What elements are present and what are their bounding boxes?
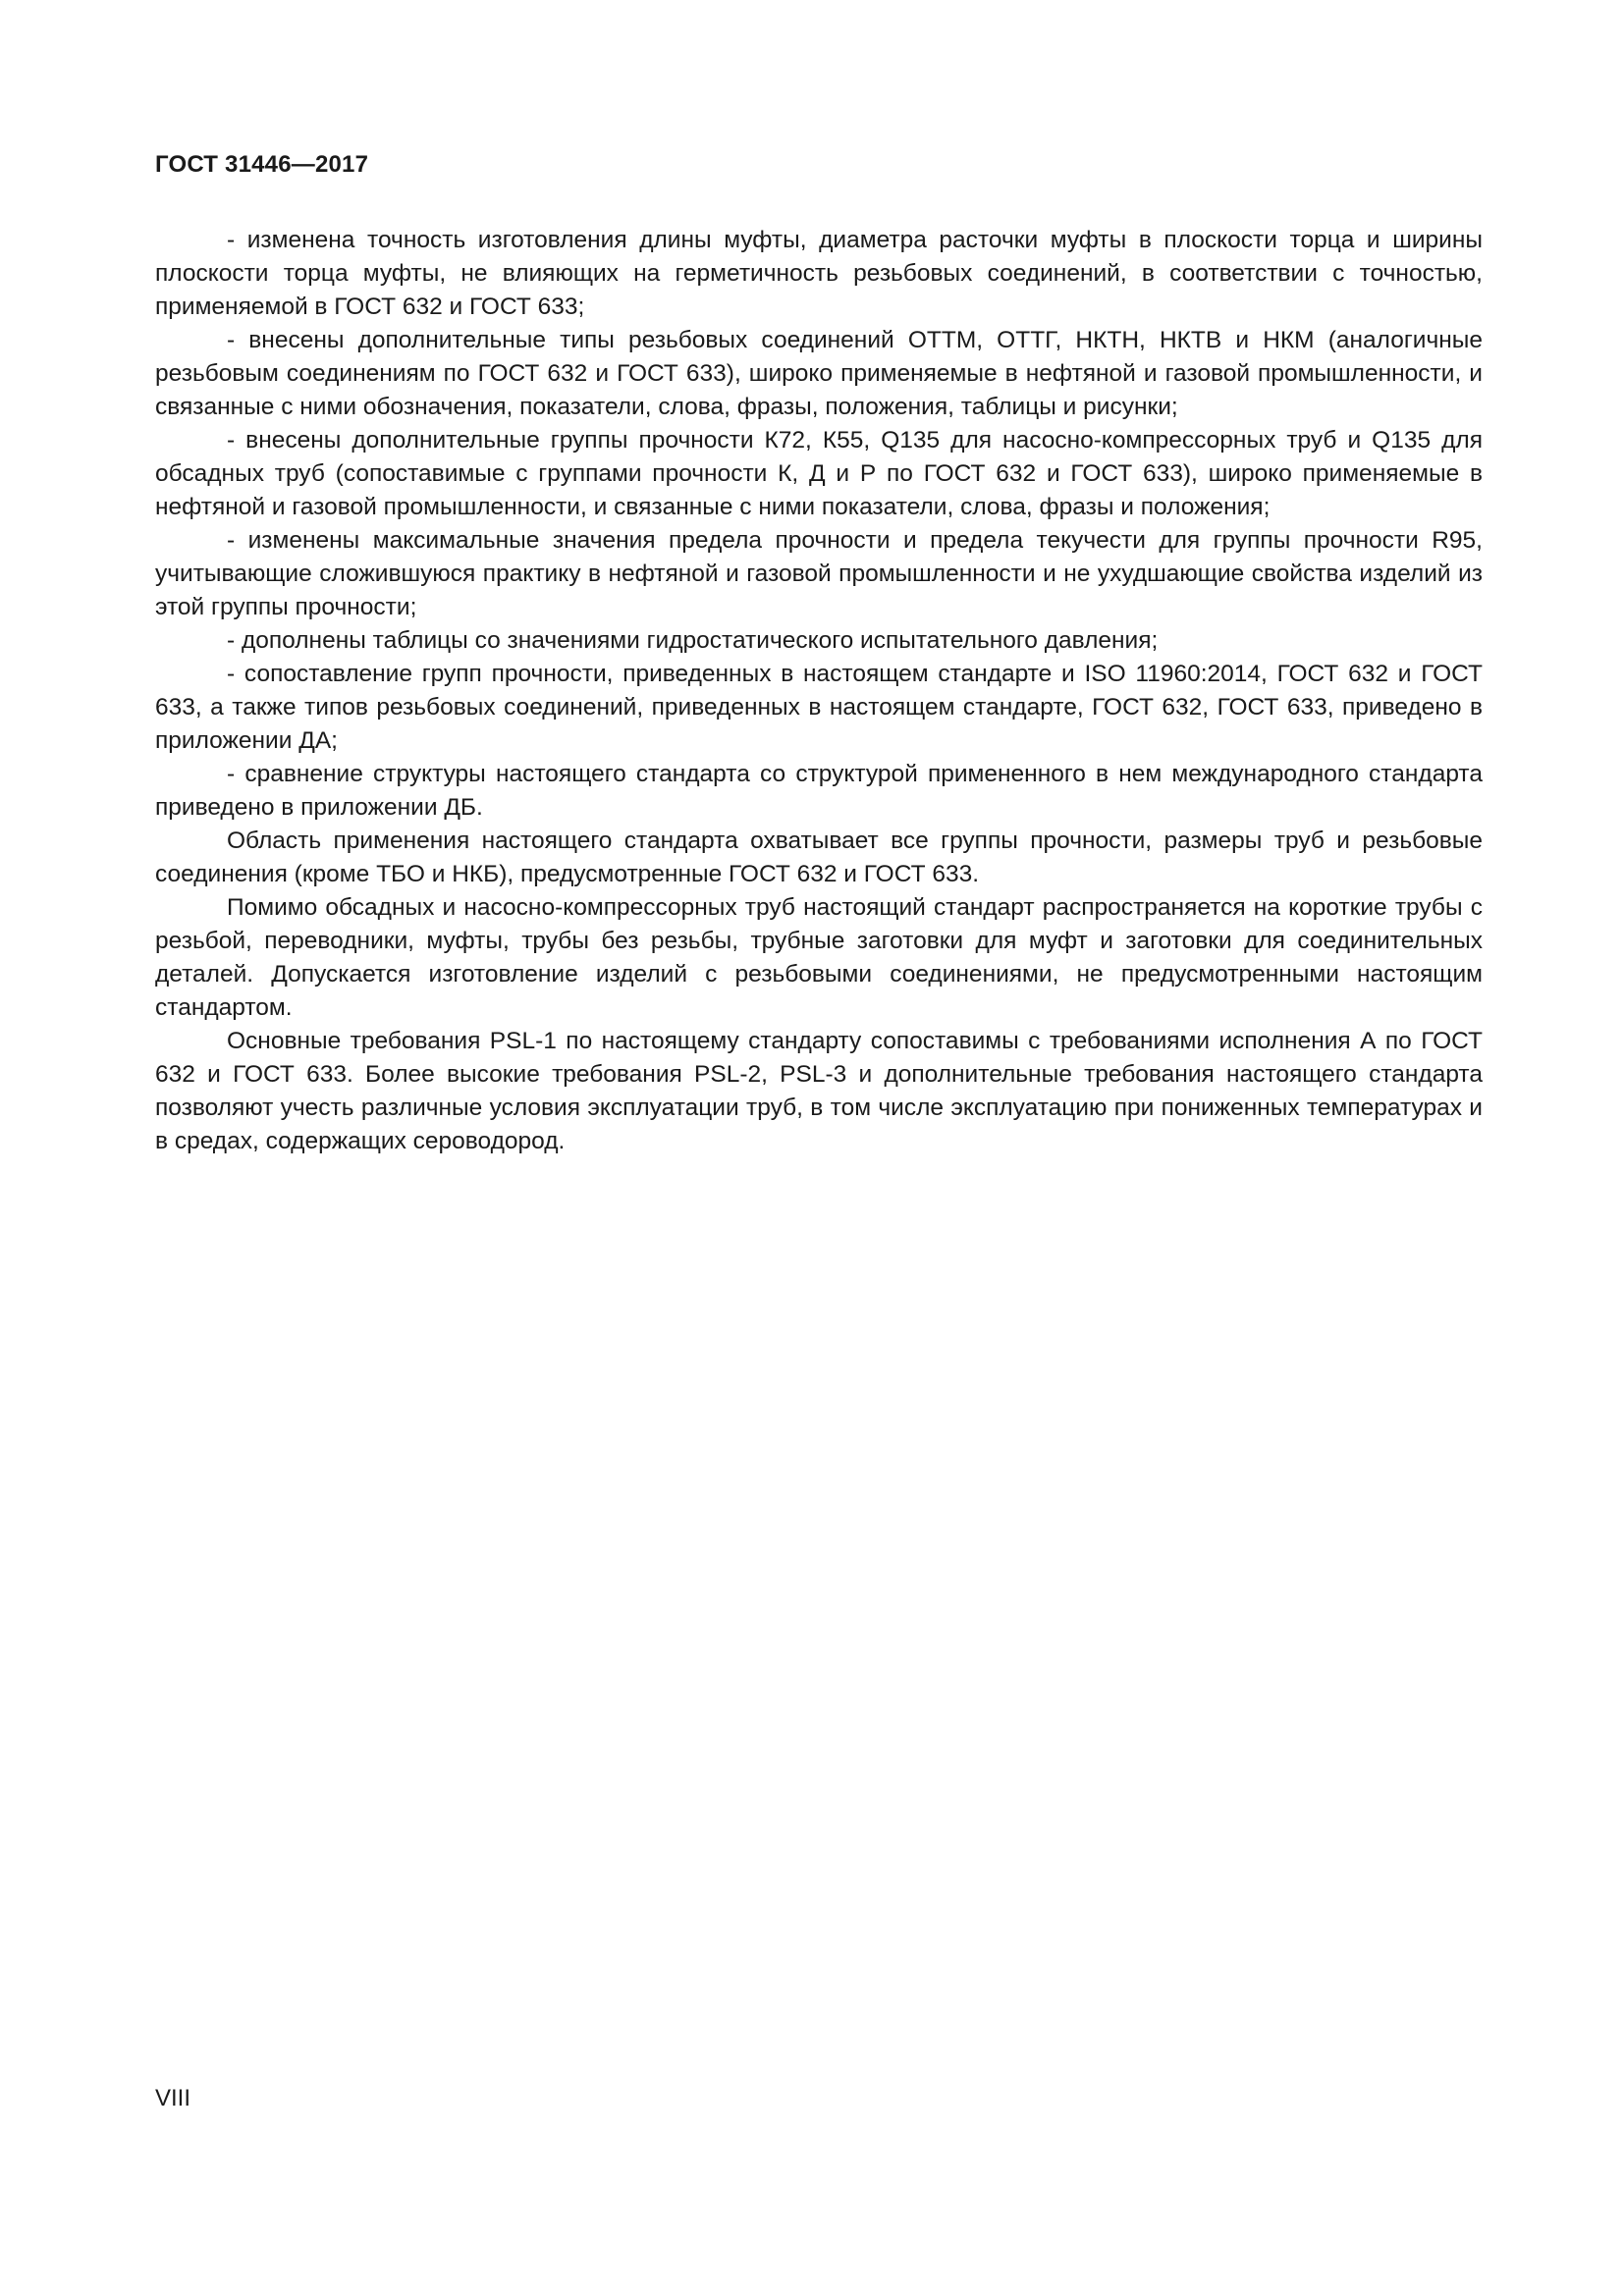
document-body (155, 224, 1483, 1158)
paragraph: Основные требования PSL-1 по настоящему стандарту сопоставимы с требованиями исполнения А по ГОСТ 632 и ГОСТ 633. Более высокие требования PSL-2, PSL-3 и дополнительные требования настоящего стандарта позволяют учесть различные условия эксплуатации труб, в том числе эксплуатацию при пониженных температурах и в средах, содержащих сероводород. (155, 1028, 1483, 1154)
page-number: VIII (155, 2085, 191, 2111)
paragraph: - изменены максимальные значения предела прочности и предела текучести для группы прочности R95, учитывающие сложившуюся практику в нефтяной и газовой промышленности и не ухудшающие свойства изделий из этой группы прочности; (155, 527, 1483, 620)
paragraph: - внесены дополнительные типы резьбовых соединений ОТТМ, ОТТГ, НКТН, НКТВ и НКМ (аналогичные резьбовым соединениям по ГОСТ 632 и ГОСТ 633), широко применяемые в нефтяной и газовой промышленности, и связанные с ними обозначения, показатели, слова, фразы, положения, таблицы и рисунки; (155, 327, 1483, 420)
paragraph: - дополнены таблицы со значениями гидростатического испытательного давления; (227, 627, 1159, 654)
paragraph: Помимо обсадных и насосно-компрессорных труб настоящий стандарт распространяется на короткие трубы с резьбой, переводники, муфты, трубы без резьбы, трубные заготовки для муфт и заготовки для соединительных деталей. Допускается изготовление изделий с резьбовыми соединениями, не предусмотренными настоящим стандартом. (155, 894, 1483, 1021)
paragraph: - внесены дополнительные группы прочности К72, К55, Q135 для насосно-компрессорных труб и Q135 для обсадных труб (сопоставимые с группами прочности К, Д и Р по ГОСТ 632 и ГОСТ 633), широко применяемые в нефтяной и газовой промышленности, и связанные с ними показатели, слова, фразы и положения; (155, 427, 1483, 520)
paragraph: - сравнение структуры настоящего стандарта со структурой примененного в нем международного стандарта приведено в приложении ДБ. (155, 761, 1483, 821)
paragraph: Область применения настоящего стандарта охватывает все группы прочности, размеры труб и резьбовые соединения (кроме ТБО и НКБ), предусмотренные ГОСТ 632 и ГОСТ 633. (155, 828, 1483, 887)
paragraph: - изменена точность изготовления длины муфты, диаметра расточки муфты в плоскости торца и ширины плоскости торца муфты, не влияющих на герметичность резьбовых соединений, в соответствии с точностью, применяемой в ГОСТ 632 и ГОСТ 633; (155, 227, 1483, 320)
document-header: ГОСТ 31446—2017 (155, 151, 369, 178)
paragraph: - сопоставление групп прочности, приведенных в настоящем стандарте и ISO 11960:2014, ГОСТ 632 и ГОСТ 633, а также типов резьбовых соединений, приведенных в настоящем стандарте, ГОСТ 632, ГОСТ 633, приведено в приложении ДА; (155, 661, 1483, 754)
